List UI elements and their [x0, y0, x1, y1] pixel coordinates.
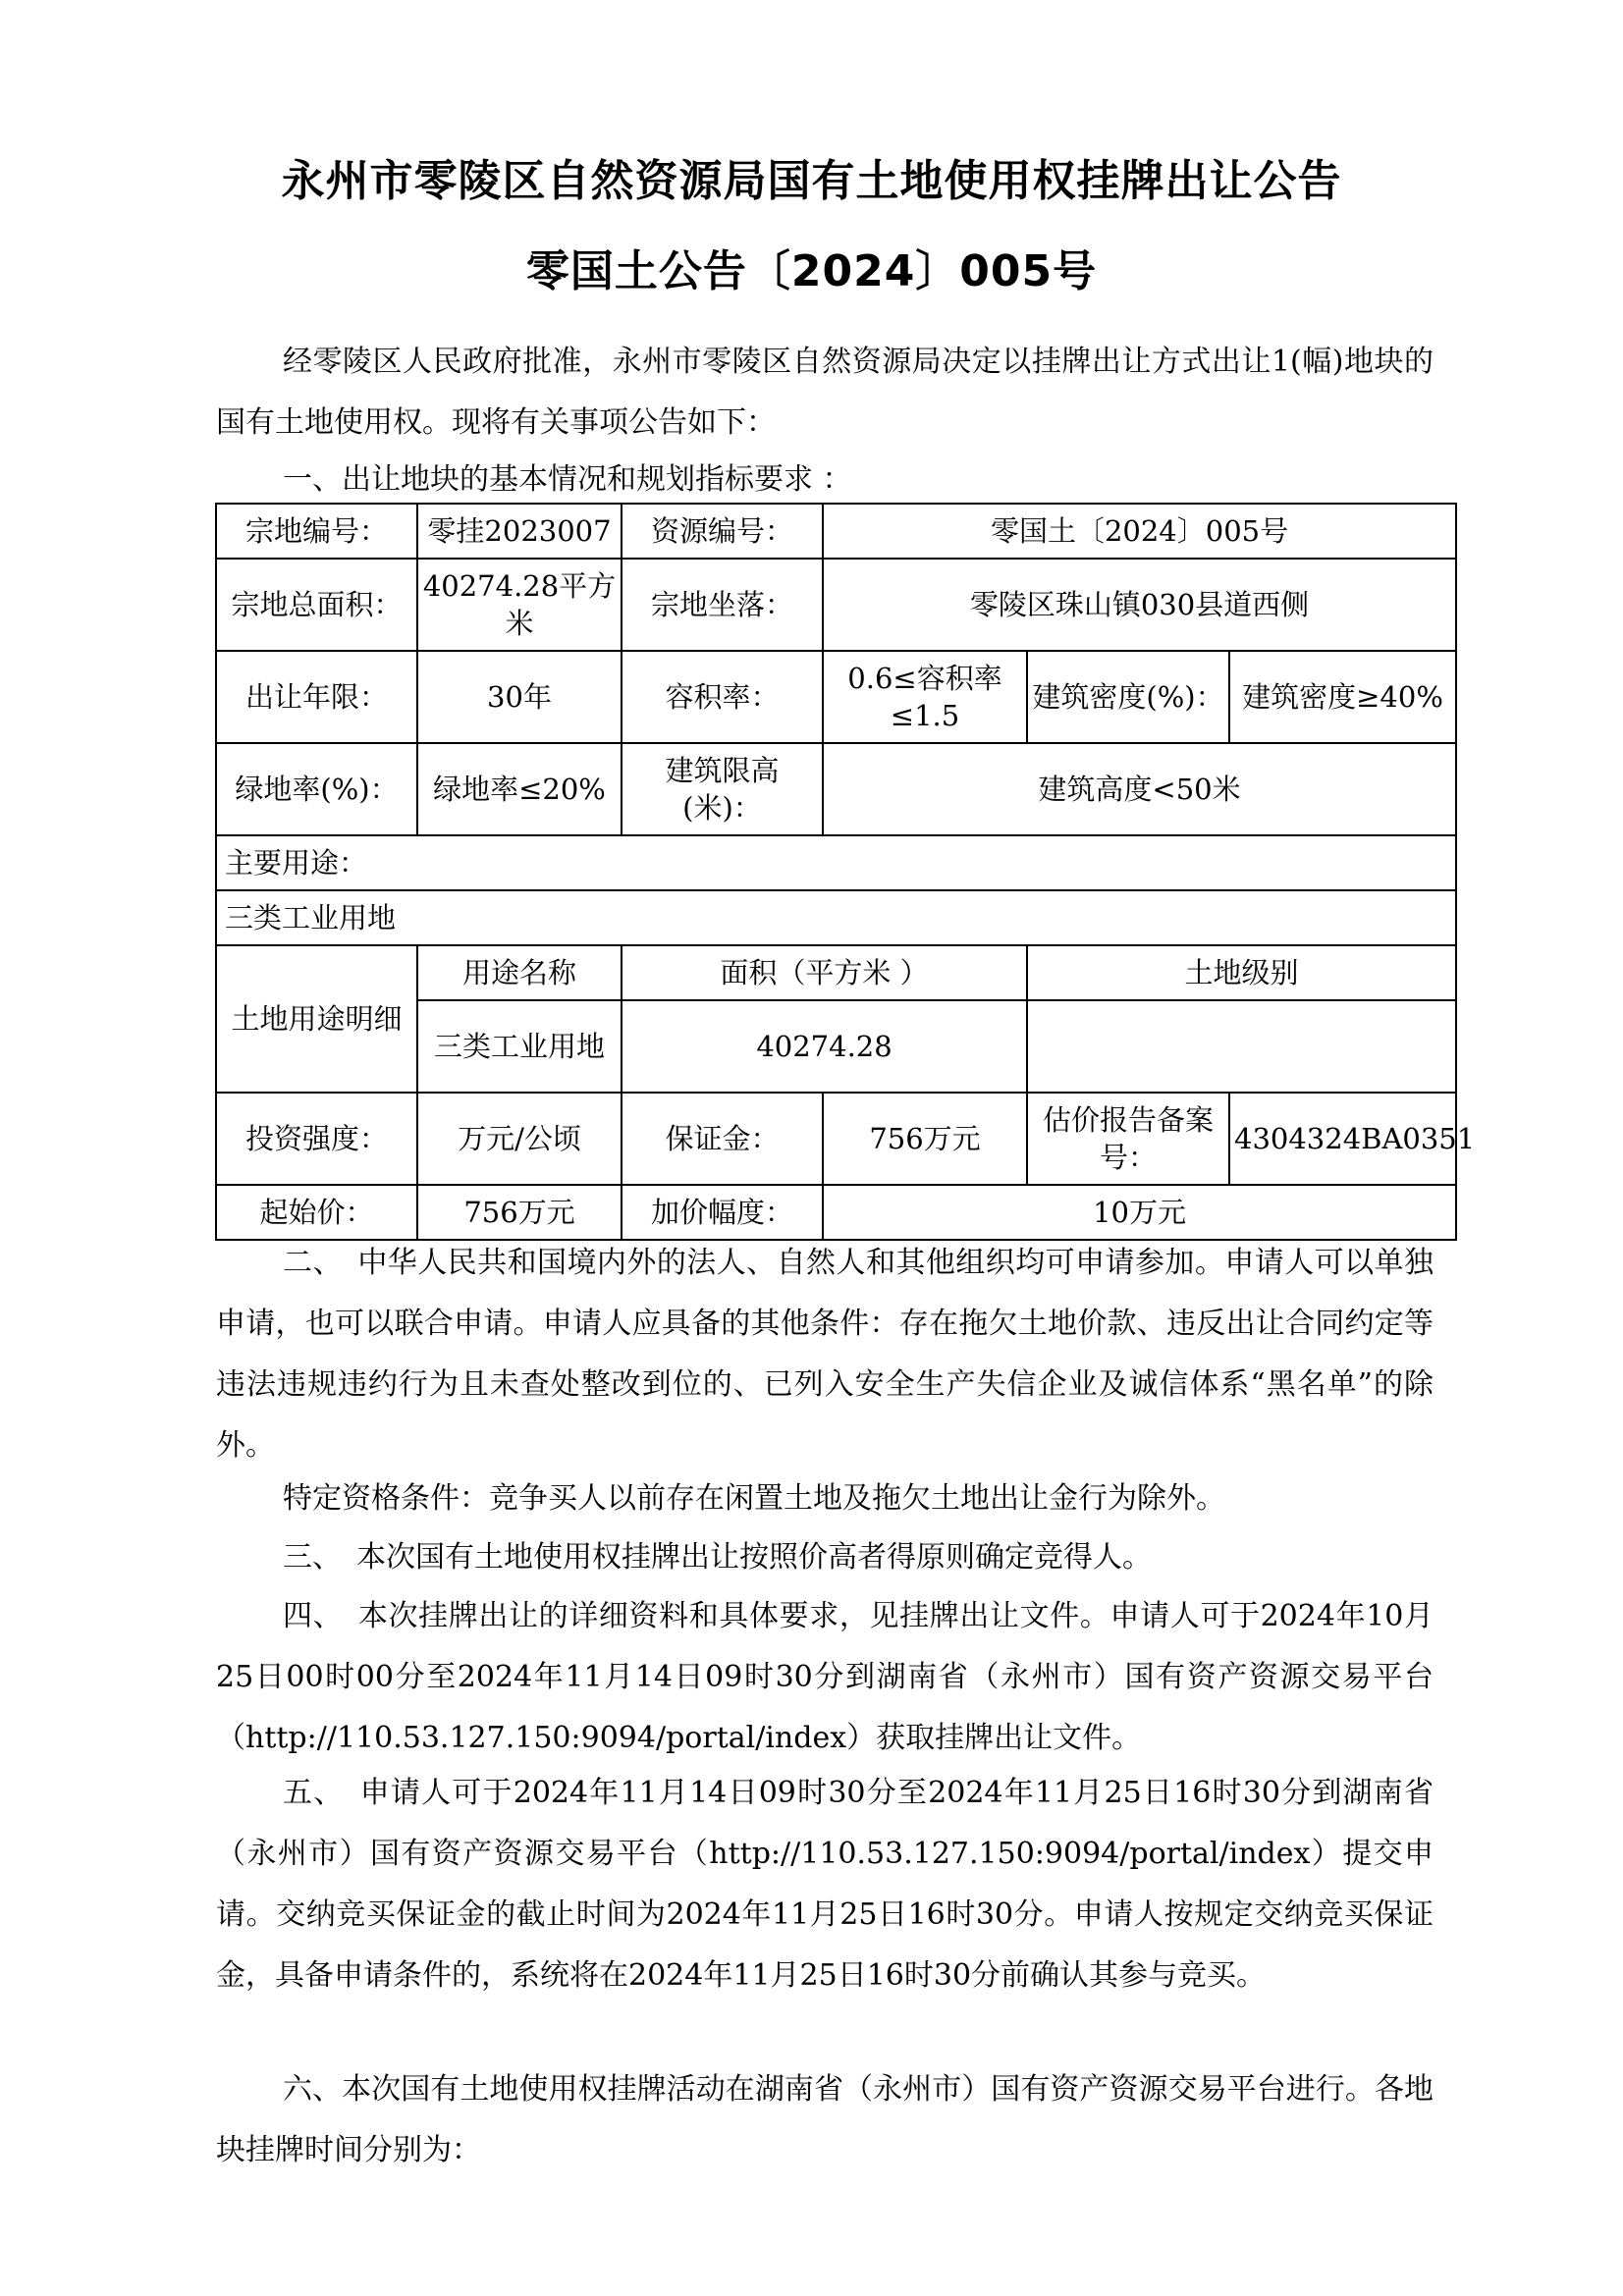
- table-row: [216, 1185, 1456, 1240]
- far-value: 0.6≤容积率≤1.5: [823, 651, 1027, 743]
- location-label: 宗地坐落：: [622, 559, 823, 651]
- section6-paragraph: 六、本次国有土地使用权挂牌活动在湖南省（永州市）国有资产资源交易平台进行。各地块挂牌时间分别为：: [216, 2072, 1434, 2167]
- table-row: [216, 559, 1456, 651]
- use-area-header: 面积（平方米 ）: [622, 945, 1027, 1000]
- deposit-label: 保证金：: [622, 1093, 823, 1185]
- location-value: 零陵区珠山镇030县道西侧: [823, 559, 1456, 651]
- document-number: 零国土公告〔2024〕005号: [525, 246, 1098, 296]
- table-row: [216, 890, 1456, 945]
- main-use-value: 三类工业用地: [216, 890, 1456, 945]
- use-name-value: 三类工业用地: [417, 1000, 622, 1093]
- start-price-label: 起始价：: [216, 1185, 417, 1240]
- appraisal-label: 估价报告备案号：: [1027, 1093, 1229, 1185]
- section1-heading: 一、出让地块的基本情况和规划指标要求 ：: [283, 462, 852, 497]
- intro-paragraph: 经零陵区人民政府批准，永州市零陵区自然资源局决定以挂牌出让方式出让1(幅)地块的国有土地使用权。现将有关事项公告如下：: [216, 345, 1434, 440]
- investment-value: 万元/公顷: [417, 1093, 622, 1185]
- increment-value: 10万元: [823, 1185, 1456, 1240]
- resource-no-label: 资源编号：: [622, 504, 823, 559]
- total-area-label: 宗地总面积：: [216, 559, 417, 651]
- investment-label: 投资强度：: [216, 1093, 417, 1185]
- parcel-no-value: 零挂2023007: [417, 504, 622, 559]
- height-label: 建筑限高(米)：: [622, 743, 823, 835]
- section5-paragraph: 五、 申请人可于2024年11月14日09时30分至2024年11月25日16时30分到湖南省（永州市）国有资产资源交易平台（http://110.53.127.150:9094/portal/index）提交申请。交纳竞买保证金的截止时间为2024年11月25日16时30分。申请人按规定交纳竞买保证金，具备申请条件的，系统将在2024年11月25日16时30分前确认其参与竞买。: [216, 1776, 1434, 1993]
- far-label: 容积率：: [622, 651, 823, 743]
- start-price-value: 756万元: [417, 1185, 622, 1240]
- table-row: [216, 743, 1456, 835]
- appraisal-value: 4304324BA0351: [1229, 1093, 1456, 1185]
- special-qualification-paragraph: 特定资格条件：竞争买人以前存在闲置土地及拖欠土地出让金行为除外。: [283, 1481, 1225, 1516]
- green-value: 绿地率≤20%: [417, 743, 622, 835]
- section3-paragraph: 三、 本次国有土地使用权挂牌出让按照价高者得原则确定竞得人。: [283, 1540, 1152, 1575]
- main-use-label: 主要用途：: [216, 835, 1456, 890]
- use-grade-header: 土地级别: [1027, 945, 1456, 1000]
- table-row: [216, 504, 1456, 559]
- resource-no-value: 零国土〔2024〕005号: [823, 504, 1456, 559]
- use-detail-label: 土地用途明细: [216, 945, 417, 1093]
- document-title: 永州市零陵区自然资源局国有土地使用权挂牌出让公告: [281, 156, 1342, 206]
- table-row: [216, 651, 1456, 743]
- table-row: [216, 1093, 1456, 1185]
- term-value: 30年: [417, 651, 622, 743]
- density-label: 建筑密度(%)：: [1027, 651, 1229, 743]
- parcel-no-label: 宗地编号：: [216, 504, 417, 559]
- use-area-value: 40274.28: [622, 1000, 1027, 1093]
- increment-label: 加价幅度：: [622, 1185, 823, 1240]
- green-label: 绿地率(%)：: [216, 743, 417, 835]
- total-area-value: 40274.28平方米: [417, 559, 622, 651]
- deposit-value: 756万元: [823, 1093, 1027, 1185]
- height-value: 建筑高度<50米: [823, 743, 1456, 835]
- use-grade-value: [1027, 1000, 1456, 1093]
- parcel-info-table: [215, 503, 1476, 1241]
- section4-paragraph: 四、 本次挂牌出让的详细资料和具体要求，见挂牌出让文件。申请人可于2024年10月25日00时00分至2024年11月14日09时30分到湖南省（永州市）国有资产资源交易平台（http://110.53.127.150:9094/portal/index）获取挂牌出让文件。: [216, 1599, 1434, 1755]
- term-label: 出让年限：: [216, 651, 417, 743]
- section2-paragraph: 二、 中华人民共和国境内外的法人、自然人和其他组织均可申请参加。申请人可以单独申请，也可以联合申请。申请人应具备的其他条件：存在拖欠土地价款、违反出让合同约定等违法违规违约行为且未查处整改到位的、已列入安全生产失信企业及诚信体系“黑名单”的除外。: [216, 1246, 1434, 1463]
- use-name-header: 用途名称: [417, 945, 622, 1000]
- table-row: [216, 945, 1456, 1000]
- density-value: 建筑密度≥40%: [1229, 651, 1456, 743]
- table-row: [216, 835, 1456, 890]
